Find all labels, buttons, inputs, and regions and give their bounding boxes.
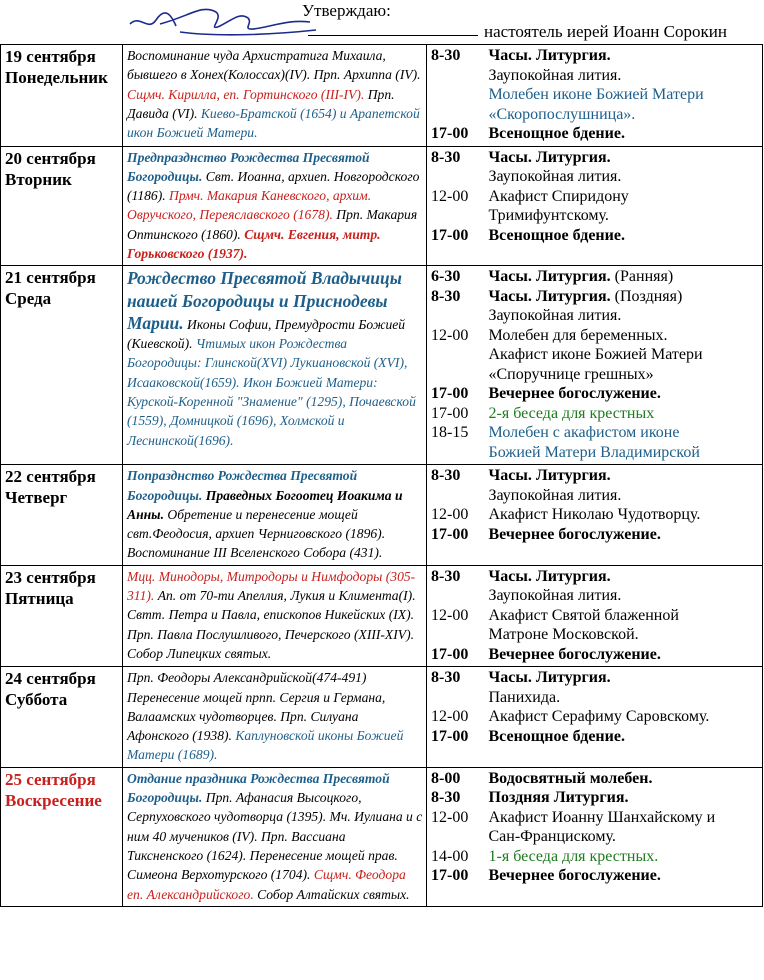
saint-text: Сщмч. Феодора еп. Александрийского.: [127, 867, 406, 902]
service-name: Часы. Литургия.: [488, 148, 611, 166]
service-item: [489, 788, 760, 808]
service-name: Сан-Францискому.: [488, 828, 616, 846]
day-weekday: Воскресение: [5, 790, 102, 810]
service-item: [489, 866, 760, 886]
service-name: Часы. Литургия.: [488, 567, 611, 585]
saint-text: Сщмч. Кирилла, еп. Гортинского (III-IV).: [127, 86, 365, 102]
service-item: [489, 827, 760, 847]
service-name: Часы. Литургия.: [488, 287, 611, 305]
service-item: [489, 769, 760, 789]
saint-text: Сщмч. Евгения, митр. Горьковского (1937).: [127, 226, 381, 261]
service-name: Заупокойная лития.: [488, 486, 622, 504]
service-item: [489, 505, 760, 525]
service-item: [489, 404, 760, 424]
saint-text: Собор Алтайских святых.: [253, 886, 410, 902]
service-name: Матроне Московской.: [488, 626, 639, 644]
service-name: Всенощное бдение.: [488, 727, 625, 745]
services-cell: [485, 465, 763, 565]
service-name: Заупокойная лития.: [488, 587, 622, 605]
day-cell: [1, 565, 123, 667]
service-time: 12-00: [431, 708, 469, 726]
service-name: Акафист иконе Божией Матери: [488, 346, 703, 364]
day-row: [1, 45, 763, 147]
service-item: [489, 466, 760, 486]
service-item: [489, 148, 760, 168]
service-time: 8-30: [431, 467, 461, 485]
service-time: [431, 586, 482, 606]
saint-text: Предпразднство Рождества Пресвятой Богородицы.: [127, 149, 370, 184]
service-note: (Поздняя): [610, 287, 683, 305]
service-name: Заупокойная лития.: [488, 168, 622, 185]
signature: [120, 2, 320, 44]
day-row: [1, 767, 763, 906]
day-date: 24 сентября: [5, 669, 96, 689]
service-item: [489, 206, 760, 226]
service-name: Тримифунтскому.: [488, 207, 609, 224]
service-item: [489, 645, 760, 665]
saints-cell: [123, 146, 427, 266]
day-weekday: Вторник: [5, 169, 72, 189]
service-time: 12-00: [431, 506, 469, 524]
day-cell: [1, 465, 123, 565]
service-time: [431, 345, 482, 365]
day-row: [1, 667, 763, 767]
service-time: 12-00: [431, 187, 469, 205]
service-time: [431, 105, 482, 125]
saints-cell: [123, 45, 427, 147]
service-name: Часы. Литургия.: [488, 467, 611, 485]
service-time: 17-00: [431, 226, 469, 244]
service-item: [489, 365, 760, 385]
times-cell: [427, 146, 485, 266]
service-time: 6-30: [431, 268, 461, 286]
service-time: 17-00: [431, 645, 469, 663]
rector-label: настоятель иерей Иоанн Сорокин: [484, 22, 727, 41]
saint-text: Рождество Пресвятой Владычицы нашей Богородицы и Приснодевы Марии.: [127, 268, 402, 333]
day-weekday: Пятница: [5, 588, 74, 608]
saint-text: Каплуновской иконы Божией Матери (1689).: [127, 728, 404, 763]
service-name: Панихида.: [488, 688, 561, 706]
service-name: Часы. Литургия.: [488, 47, 611, 64]
day-cell: [1, 45, 123, 147]
service-name: Акафист Серафиму Саровскому.: [488, 708, 710, 726]
service-name: Божией Матери Владимирской: [488, 443, 700, 461]
service-time: [431, 827, 482, 847]
day-weekday: Четверг: [5, 488, 68, 508]
saint-text: Прп. Макария Оптинского (1860).: [127, 207, 418, 242]
service-name: Всенощное бдение.: [488, 125, 625, 142]
service-item: [489, 808, 760, 828]
service-time: 8-30: [431, 567, 461, 585]
service-name: Акафист Святой блаженной: [488, 606, 679, 624]
service-name: Акафист Иоанну Шанхайскому и: [488, 808, 716, 826]
saint-text: Свт. Иоанна, архиеп. Новгородского (1186).: [127, 168, 420, 204]
service-time: [431, 206, 482, 226]
service-time: [431, 66, 482, 86]
day-date: 23 сентября: [5, 567, 96, 587]
day-cell: [1, 767, 123, 906]
saints-cell: [123, 266, 427, 465]
service-time: [431, 688, 482, 708]
service-time: 17-00: [431, 404, 469, 422]
service-item: [489, 727, 760, 747]
service-time: 17-00: [431, 125, 469, 142]
service-time: 18-15: [431, 424, 469, 442]
services-cell: [485, 45, 763, 147]
saints-cell: [123, 667, 427, 767]
service-time: [431, 486, 482, 506]
saint-text: Мцц. Минодоры, Митродоры и Нимфодоры (305-311).: [127, 568, 416, 604]
service-name: Вечернее богослужение.: [488, 645, 661, 663]
service-item: [489, 443, 760, 463]
service-time: 17-00: [431, 867, 469, 885]
service-item: [489, 226, 760, 246]
service-item: [489, 707, 760, 727]
day-date: 21 сентября: [5, 268, 96, 288]
saint-text: Прмч. Макария Каневского, архим. Овручского, Переяславского (1678).: [127, 188, 372, 223]
service-name: Поздняя Литургия.: [488, 789, 629, 807]
service-item: [489, 668, 760, 688]
service-name: Вечернее богослужение.: [488, 525, 661, 543]
service-name: Вечернее богослужение.: [488, 385, 661, 403]
saint-text: Киево-Братской (1654) и Арапетской икон Божией Матери.: [127, 105, 420, 141]
schedule-table: [0, 44, 763, 907]
service-name: 2-я беседа для крестных: [488, 404, 655, 422]
day-cell: [1, 146, 123, 266]
service-item: [489, 423, 760, 443]
day-cell: [1, 667, 123, 767]
service-time: 8-00: [431, 769, 461, 787]
service-time: 12-00: [431, 326, 469, 344]
service-time: 8-30: [431, 148, 461, 166]
saint-text: Ап. от 70-ти Апеллия, Лукия и Климента(I). Свтт. Петра и Павла, епископов Никейских (IX). Прп. Павла Послушливого, Печерского (XIII-XIV). Собор Липецких святых.: [127, 588, 416, 661]
signature-line: [308, 35, 478, 36]
service-name: Заупокойная лития.: [488, 66, 622, 84]
services-cell: [485, 146, 763, 266]
service-item: [489, 167, 760, 187]
service-item: [489, 688, 760, 708]
day-weekday: Понедельник: [5, 68, 108, 87]
day-date: 25 сентября: [5, 769, 96, 789]
service-time: [431, 365, 482, 385]
saint-text: Прп. Давида (VI).: [127, 86, 395, 121]
day-cell: [1, 266, 123, 465]
services-cell: [485, 667, 763, 767]
saint-text: Попразднство Рождества Пресвятой Богородицы.: [127, 468, 358, 503]
service-item: [489, 606, 760, 626]
service-time: 12-00: [431, 606, 469, 624]
service-time: 14-00: [431, 847, 469, 865]
saint-text: Прп. Феодоры Александрийской(474-491) Перенесение мощей прпп. Сергия и Германа, Валаамских чудотворцев. Прп. Силуана Афонского (1938).: [127, 670, 386, 744]
service-item: [489, 847, 760, 867]
service-name: Акафист Спиридону: [488, 187, 629, 205]
day-weekday: Суббота: [5, 690, 68, 710]
saint-text: Праведных Богоотец Иоакима и Анны.: [127, 487, 403, 522]
services-cell: [485, 266, 763, 465]
service-name: Вечернее богослужение.: [488, 867, 661, 885]
saint-text: Иконы Софии, Премудрости Божией (Киевской).: [127, 316, 406, 352]
saint-text: Чтимых икон Рождества Богородицы: Глинской(XVI) Лукиановской (XVI), Исааковской(1659). Икон Божией Матери: Курской-Коренной "Знамение" (1295), Почаевской (1559), Домницкой (1696), Холмской и Леснинской(1696).: [127, 336, 416, 448]
saint-text: Обретение и перенесение мощей свт.Феодосия, архиеп Черниговского (1896). Воспоминание III Вселенского Собора (431).: [127, 506, 386, 561]
service-item: [489, 267, 760, 287]
service-name: Акафист Николаю Чудотворцу.: [488, 506, 701, 524]
day-date: 22 сентября: [5, 467, 96, 487]
service-note: (Ранняя): [610, 268, 674, 286]
service-item: [489, 105, 760, 125]
saint-text: Отдание праздника Рождества Пресвятой Богородицы.: [127, 770, 390, 806]
service-item: [489, 384, 760, 404]
day-weekday: Среда: [5, 289, 52, 309]
day-row: [1, 565, 763, 667]
service-time: 8-30: [431, 789, 461, 807]
service-time: 17-00: [431, 525, 469, 543]
service-name: 1-я беседа для крестных.: [488, 847, 659, 865]
approve-label: Утверждаю:: [302, 1, 391, 20]
times-cell: [427, 767, 485, 906]
service-name: Водосвятный молебен.: [488, 769, 653, 787]
services-cell: [485, 565, 763, 667]
service-time: 8-30: [431, 669, 461, 687]
service-time: [431, 306, 482, 326]
service-item: [489, 625, 760, 645]
saint-text: Прп. Афанасия Высоцкого, Серпуховского чудотворца (1395). Мч. Иулиана и с ним 40 мучеников (IV). Прп. Вассиана Тиксненского (1624). Перенесение мощей прав. Симеона Верхотурского (1704).: [127, 790, 423, 883]
service-item: [489, 306, 760, 326]
times-cell: [427, 465, 485, 565]
day-row: [1, 266, 763, 465]
saints-cell: [123, 565, 427, 667]
saints-cell: [123, 767, 427, 906]
services-cell: [485, 767, 763, 906]
times-cell: [427, 266, 485, 465]
service-item: [489, 85, 760, 105]
service-item: [489, 486, 760, 506]
service-time: 17-00: [431, 385, 469, 403]
times-cell: [427, 667, 485, 767]
service-item: [489, 287, 760, 307]
service-name: Молебен с акафистом иконе: [488, 424, 680, 442]
service-item: [489, 345, 760, 365]
service-name: «Скоропослушница».: [488, 105, 636, 123]
times-cell: [427, 565, 485, 667]
times-cell: [427, 45, 485, 147]
service-time: [431, 443, 482, 463]
service-item: [489, 46, 760, 66]
service-name: Заупокойная лития.: [488, 307, 622, 325]
service-time: [431, 85, 482, 105]
service-item: [489, 66, 760, 86]
service-name: Всенощное бдение.: [488, 226, 625, 244]
day-row: [1, 146, 763, 266]
service-name: Часы. Литургия.: [488, 268, 611, 286]
service-time: 8-30: [431, 47, 461, 64]
service-name: Молебен иконе Божией Матери: [488, 86, 704, 103]
service-time: [431, 625, 482, 645]
saint-text: Воспоминание чуда Архистратига Михаила, бывшего в Хонех(Колоссах)(IV). Прп. Архиппа (IV).: [127, 48, 421, 83]
service-item: [489, 187, 760, 207]
service-time: [431, 167, 482, 187]
document-header: [0, 0, 764, 44]
service-name: «Споручнице грешных»: [488, 365, 654, 383]
day-date: 20 сентября: [5, 148, 96, 168]
service-item: [489, 586, 760, 606]
service-name: Часы. Литургия.: [488, 669, 611, 687]
service-item: [489, 326, 760, 346]
service-time: 8-30: [431, 287, 461, 305]
service-time: 12-00: [431, 808, 469, 826]
service-item: [489, 567, 760, 587]
day-row: [1, 465, 763, 565]
service-item: [489, 525, 760, 545]
service-item: [489, 124, 760, 144]
service-name: Молебен для беременных.: [488, 326, 668, 344]
service-time: 17-00: [431, 727, 469, 745]
saints-cell: [123, 465, 427, 565]
day-date: 19 сентября: [5, 47, 96, 66]
